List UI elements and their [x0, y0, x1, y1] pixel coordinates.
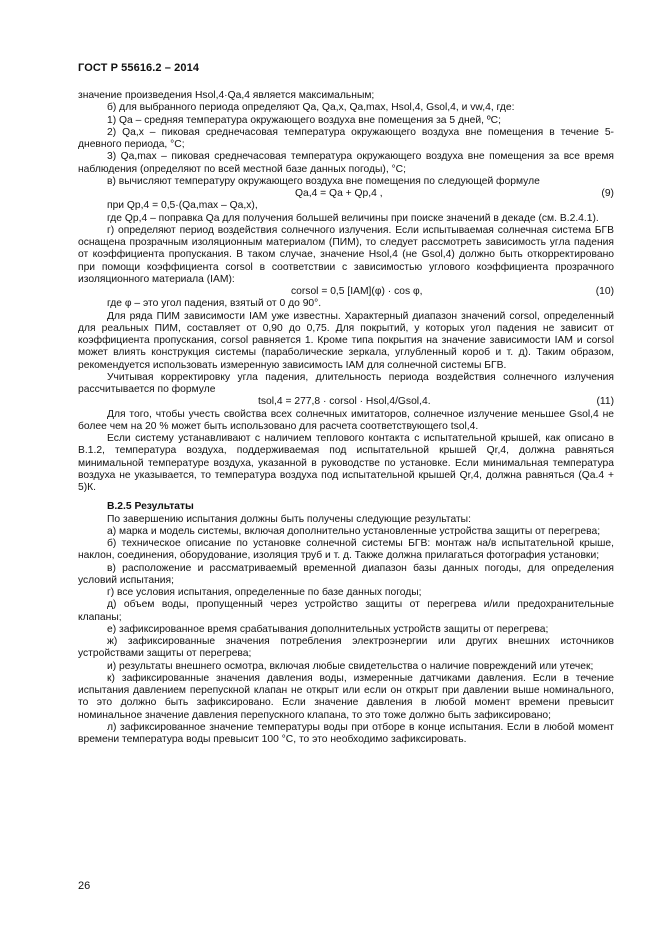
equation-formula: Qa,4 = Qa + Qp,4 , [295, 188, 383, 199]
result-item: г) все условия испытания, определенные по базе данных погоды; [107, 587, 422, 598]
paragraph: 1) Qa – средняя температура окружающего воздуха вне помещения за 5 дней, ºС; [107, 114, 501, 126]
equation-number: (9) [601, 188, 614, 199]
equation-formula: corsol = 0,5 [IAM](φ) · cos φ, [291, 286, 423, 297]
paragraph: Если систему устанавливают с наличием теплового контакта с испытательной крышей, как описано в В.1.2, температура воздуха, поддерживаемая под испытательной крышей Qr,4, должна равняться минимальной температуре воздуха, указанной в руководстве по установке. Если минимальная температура воздуха не указывается, то температура воздуха под испытательной крышей Qr,4, должна равняться (Qa.4 + 5)К. [78, 433, 614, 493]
result-item: и) результаты внешнего осмотра, включая любые свидетельства о наличие повреждений или утечек; [107, 660, 594, 672]
paragraph: Для ряда ПИМ зависимости IAM уже известны. Характерный диапазон значений corsol, определенный для реальных ПИМ, составляет от 0,90 до 0,75. Для покрытий, у которых угол падения не зависит от коэффициента пропускания, corsol равняется 1. Кроме типа покрытия на значение зависимости IAM и corsol может влиять конструкция системы (параболические зеркала, углубленный короб и т. д). Таким образом, рекомендуется использовать измеренную зависимость IAM для солнечной системы БГВ. [78, 310, 614, 371]
result-item: в) расположение и рассматриваемый временной диапазон базы данных погоды, для определения условий испытания; [78, 562, 614, 586]
paragraph: 3) Qa,max – пиковая среднечасовая температура окружающего воздуха вне помещения за все время наблюдения (определяют по всей местной базе данных погоды), °С; [78, 151, 614, 175]
result-item: б) техническое описание по установке солнечной системы БГВ: монтаж на/в испытательной крыше, наклон, соединения, оборудование, изоляция труб и т. д. Также должна прилагаться фотография установки; [78, 538, 614, 562]
paragraph: где φ – это угол падения, взятый от 0 до 90°. [107, 298, 322, 310]
paragraph: б) для выбранного периода определяют Qa, Qa,x, Qa,max, Hsol,4, Gsol,4, и vw,4, где: [107, 102, 515, 114]
paragraph: Учитывая корректировку угла падения, длительность периода воздействия солнечного излучения рассчитывается по формуле [78, 371, 614, 395]
paragraph: 2) Qa,x – пиковая среднечасовая температура окружающего воздуха вне помещения в течение 5-дневного периода, °С; [78, 126, 614, 150]
result-item: ж) зафиксированные значения потребления электроэнергии или других внешних источников устройствами защиты от перегрева; [78, 636, 614, 660]
paragraph: где Qp,4 – поправка Qa для получения большей величины при поиске значений в декаде (см. В.2.4.1). [107, 212, 599, 224]
result-item: к) зафиксированные значения давления воды, измеренные датчиками давления. Если в течение испытания давлением перепускной клапан не открыт или если он открыт при давлении выше номинального, то это должно быть зафиксировано. Если значение давления в любой момент времени превысит номинальное значение давления перепускного клапана, то это тоже должно быть зафиксировано; [78, 672, 614, 721]
result-item: е) зафиксированное время срабатывания дополнительных устройств защиты от перегрева; [107, 623, 549, 635]
equation-10 [78, 286, 614, 298]
equation-formula: tsol,4 = 277,8 · corsol · Hsol,4/Gsol,4. [258, 396, 431, 408]
section-title: В.2.5 Результаты [107, 501, 194, 513]
paragraph: Для того, чтобы учесть свойства всех солнечных имитаторов, солнечное излучение меньшее Gsol,4 не более чем на 20 % может быть использовано для расчета соответствующего tsol,4. [78, 408, 614, 432]
paragraph: при Qp,4 = 0,5·(Qa,max – Qa,x), [107, 200, 258, 212]
equation-number: (11) [596, 396, 614, 408]
paragraph: г) определяют период воздействия солнечного излучения. Если испытываемая солнечная система БГВ оснащена прозрачным изоляционным материалом (ПИМ), то следует рассмотреть зависимость угла падения от коэффициента пропускания. В таком случае, значение Hsol,4 (не Gsol,4) должно быть откорректировано при помощи коэффициента corsol в соответствии с зависимостью углового коэффициента прозрачного изоляционного материала (IAM): [78, 224, 614, 285]
equation-9 [78, 188, 614, 200]
result-item: д) объем воды, пропущенный через устройство защиты от перегрева и/или предохранительные клапаны; [78, 599, 614, 623]
paragraph: в) вычисляют температуру окружающего воздуха вне помещения по следующей формуле [107, 175, 540, 187]
document-body [78, 90, 614, 746]
section-intro: По завершению испытания должны быть получены следующие результаты: [107, 513, 471, 525]
standard-header: ГОСТ Р 55616.2 – 2014 [78, 62, 200, 74]
page-number: 26 [78, 880, 91, 892]
equation-11 [78, 396, 614, 408]
equation-number: (10) [595, 286, 614, 297]
paragraph: значение произведения Hsol,4·Qa,4 является максимальным; [78, 90, 375, 101]
result-item: а) марка и модель системы, включая дополнительно установленные устройства защиты от перегрева; [107, 525, 601, 537]
result-item: л) зафиксированное значение температуры воды при отборе в конце испытания. Если в любой момент времени температура воды превысит 100 °С, то это необходимо зафиксировать. [78, 721, 614, 745]
